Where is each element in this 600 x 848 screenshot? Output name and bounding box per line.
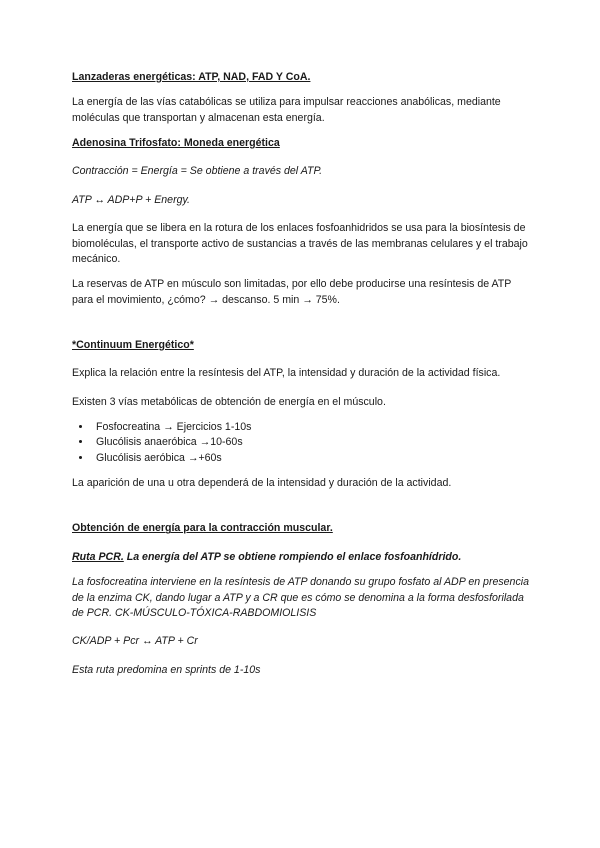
paragraph-enlaces-fosfoanhidridos: La energía que se libera en la rotura de los enlaces fosfoanhidridos se usa para la biosíntesis de biomoléculas, el transporte activo de sustancias a través de las membranas celulares y el trabajo mecánico.: [72, 222, 528, 265]
formula-contraccion: Contracción = Energía = Se obtiene a través del ATP.: [72, 165, 323, 178]
list-vias: [72, 420, 532, 466]
document-page: [72, 70, 532, 678]
paragraph-aparicion: La aparición de una u otra dependerá de la intensidad y duración de la actividad.: [72, 477, 452, 490]
paragraph-relacion-resintesis: Explica la relación entre la resíntesis del ATP, la intensidad y duración de la actividad física.: [72, 367, 501, 380]
list-item: • Glucólisis anaeróbica →10-60s: [92, 435, 532, 450]
paragraph-vias-catabolicas: La energía de las vías catabólicas se utiliza para impulsar reacciones anabólicas, mediante moléculas que transportan y almacenan esta energía.: [72, 96, 501, 124]
subheading-ruta-pcr: [72, 550, 532, 565]
paragraph-sprints: Esta ruta predomina en sprints de 1-10s: [72, 663, 261, 676]
section-heading-lanzaderas: Lanzaderas energéticas: ATP, NAD, FAD Y CoA.: [72, 71, 311, 83]
subheading-label: Ruta PCR.: [72, 550, 124, 563]
section-heading-atp: Adenosina Trifosfato: Moneda energética: [72, 137, 280, 150]
section-heading-obtencion: Obtención de energía para la contracción muscular.: [72, 522, 333, 535]
list-item: • Glucólisis aeróbica →+60s: [92, 451, 532, 466]
list-item: • Fosfocreatina → Ejercicios 1-10s: [92, 420, 532, 435]
section-heading-continuum: *Continuum Energético*: [72, 338, 194, 351]
formula-ck: CK/ADP + Pcr ↔ ATP + Cr: [72, 635, 198, 648]
subheading-text: La energía del ATP se obtiene rompiendo el enlace fosfoanhídrido.: [123, 550, 462, 563]
paragraph-reservas-atp: La reservas de ATP en músculo son limitadas, por ello debe producirse una resíntesis de ATP para el movimiento, ¿cómo? → descanso. 5 min → 75%.: [72, 278, 512, 306]
paragraph-vias-metabolicas: Existen 3 vías metabólicas de obtención de energía en el músculo.: [72, 395, 386, 408]
paragraph-fosfocreatina: La fosfocreatina interviene en la resíntesis de ATP donando su grupo fosfato al ADP en presencia de la enzima CK, dando lugar a ATP y a CR que es cómo se denomina a la forma desfosforilada de PCR. CK-MÚSCULO-TÓXICA-RABDOMIOLISIS: [72, 576, 529, 619]
formula-atp: ATP ↔ ADP+P + Energy.: [72, 193, 190, 206]
